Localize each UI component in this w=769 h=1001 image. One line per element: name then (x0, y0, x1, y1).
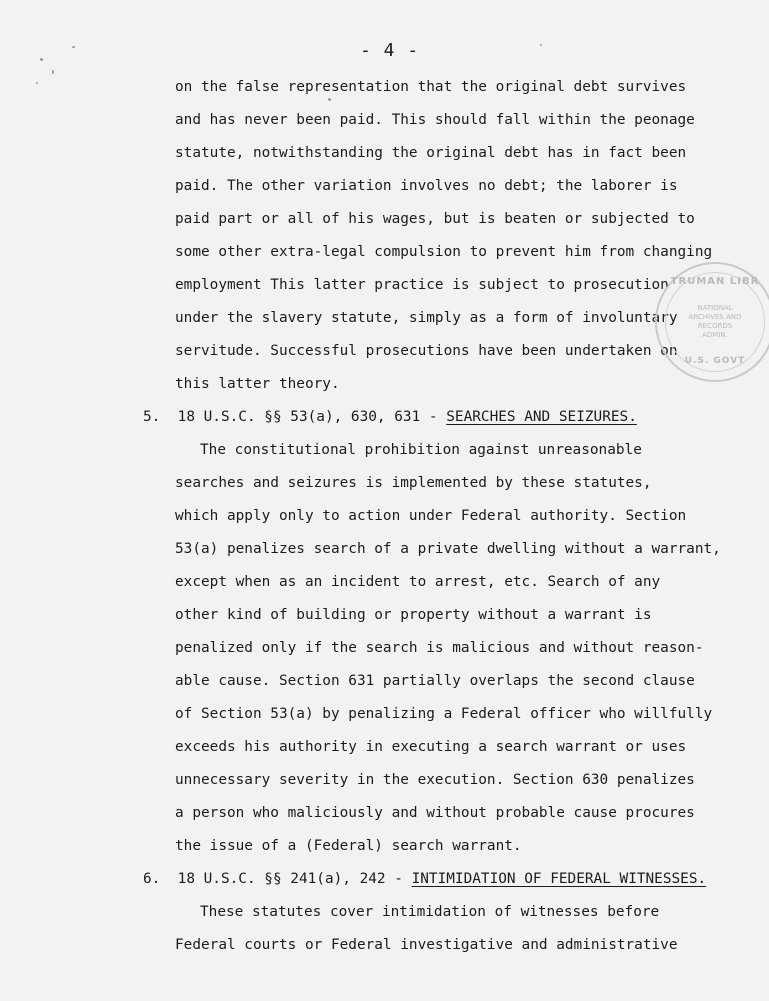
section-6-heading (143, 872, 706, 886)
section-5-heading (143, 410, 637, 424)
body-line: The constitutional prohibition against unreasonable (200, 442, 642, 458)
body-line: paid. The other variation involves no debt; the laborer is (175, 178, 678, 194)
body-line: on the false representation that the original debt survives (175, 79, 687, 95)
section-title: SEARCHES AND SEIZURES. (446, 409, 637, 425)
body-line: paid part or all of his wages, but is beaten or subjected to (175, 211, 695, 227)
body-line: of Section 53(a) by penalizing a Federal officer who willfully (175, 706, 713, 722)
body-line: which apply only to action under Federal authority. Section (175, 508, 687, 524)
body-line: searches and seizures is implemented by these statutes, (175, 475, 652, 491)
scan-speck (540, 44, 542, 46)
scan-speck (328, 98, 331, 101)
section-number: 6. (143, 871, 161, 887)
scan-speck (72, 46, 75, 48)
body-line: other kind of building or property without a warrant is (175, 607, 652, 623)
body-line: except when as an incident to arrest, etc. Search of any (175, 574, 661, 590)
body-line: able cause. Section 631 partially overlaps the second clause (175, 673, 695, 689)
body-line: These statutes cover intimidation of witnesses before (200, 904, 660, 920)
body-line: and has never been paid. This should fall within the peonage (175, 112, 695, 128)
section-citation: 18 U.S.C. §§ 53(a), 630, 631 - (177, 409, 447, 425)
body-line: the issue of a (Federal) search warrant. (175, 838, 522, 854)
scan-speck (40, 58, 43, 61)
body-line: unnecessary severity in the execution. Section 630 penalizes (175, 772, 695, 788)
body-line: statute, notwithstanding the original debt has in fact been (175, 145, 687, 161)
body-line: employment This latter practice is subject to prosecution (175, 277, 669, 293)
section-title: INTIMIDATION OF FEDERAL WITNESSES. (411, 871, 707, 887)
body-line: Federal courts or Federal investigative and administrative (175, 937, 678, 953)
section-citation: 18 U.S.C. §§ 241(a), 242 - (177, 871, 412, 887)
scan-speck (36, 82, 38, 84)
page-number: - 4 - (360, 40, 420, 61)
body-line: a person who maliciously and without probable cause procures (175, 805, 695, 821)
library-stamp-seal: TRUMAN LIBR NATIONAL ARCHIVES AND RECORDS ADMIN. U.S. GOVT (655, 262, 769, 382)
body-line: this latter theory. (175, 376, 340, 392)
body-line: 53(a) penalizes search of a private dwelling without a warrant, (175, 541, 721, 557)
section-number: 5. (143, 409, 161, 425)
body-line: exceeds his authority in executing a search warrant or uses (175, 739, 687, 755)
body-line: servitude. Successful prosecutions have been undertaken on (175, 343, 678, 359)
body-line: penalized only if the search is malicious and without reason- (175, 640, 704, 656)
body-line: some other extra-legal compulsion to prevent him from changing (175, 244, 713, 260)
scan-speck (52, 70, 54, 74)
body-line: under the slavery statute, simply as a form of involuntary (175, 310, 678, 326)
